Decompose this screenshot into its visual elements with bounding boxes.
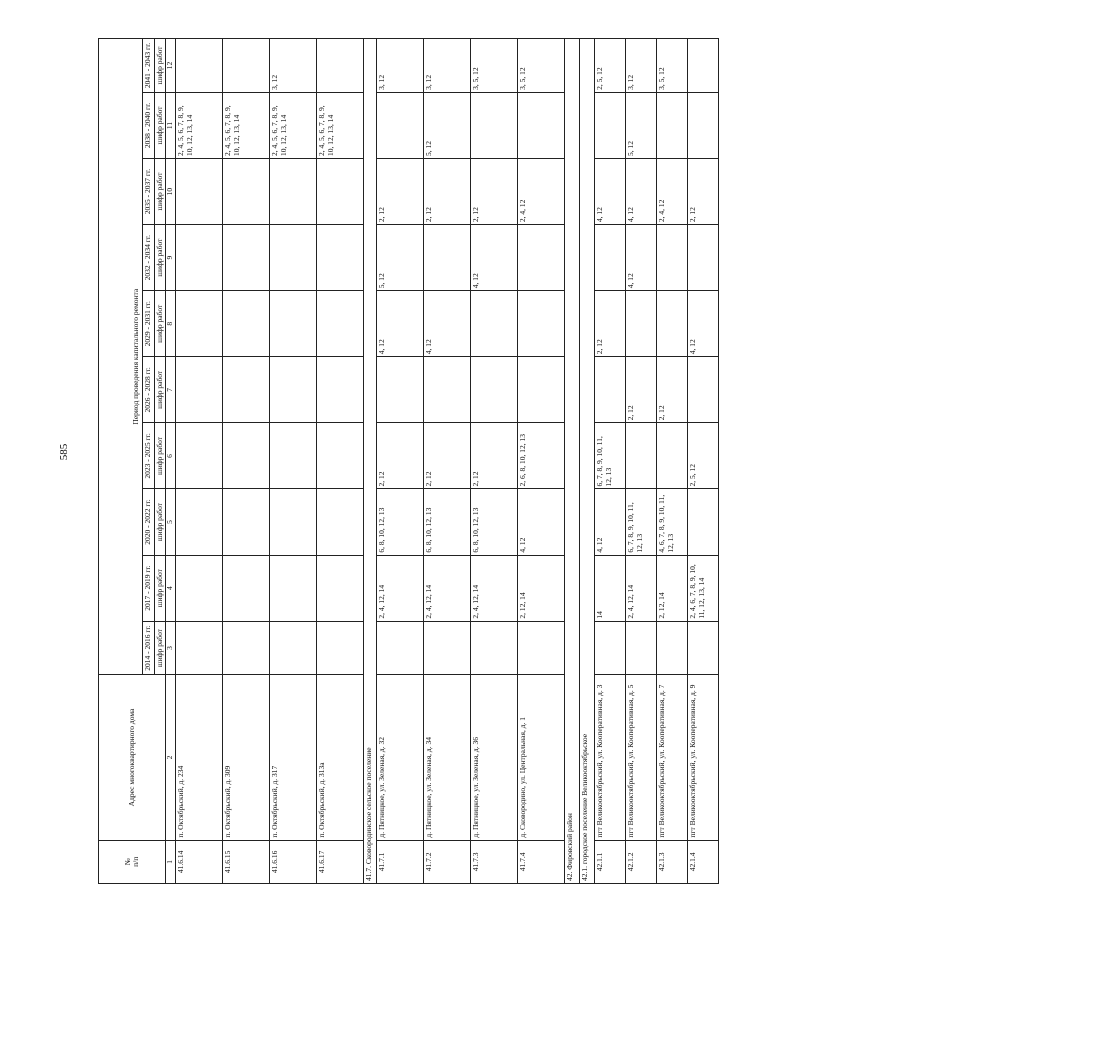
work-code-cell: 3, 12	[626, 39, 657, 93]
work-code-cell: 6, 7, 8, 9, 10, 11, 12, 13	[595, 423, 626, 489]
work-code-cell	[176, 423, 223, 489]
column-number: 6	[166, 423, 176, 489]
work-code-cell	[657, 92, 688, 158]
work-code-cell: 2, 12	[377, 423, 424, 489]
work-code-cell: 2, 4, 6, 7, 8, 9, 10, 11, 12, 13, 14	[688, 555, 719, 621]
column-number: 11	[166, 92, 176, 158]
work-code-header: шифр работ	[154, 423, 166, 489]
header-address: Адрес многоквартирного дома	[99, 675, 166, 840]
capital-repair-schedule-table	[98, 38, 719, 884]
column-number: 8	[166, 291, 176, 357]
work-code-cell: 2, 12	[657, 357, 688, 423]
period-header: 2023 - 2025 гг.	[143, 423, 155, 489]
work-code-cell	[471, 291, 518, 357]
work-code-cell: 4, 12	[595, 489, 626, 555]
column-number: 9	[166, 225, 176, 291]
work-code-cell: 3, 12	[270, 39, 317, 93]
table-row	[223, 39, 270, 884]
work-code-cell	[223, 159, 270, 225]
table-row	[176, 39, 223, 884]
work-code-cell: 2, 6, 8, 10, 12, 13	[518, 423, 565, 489]
row-address: п. Октябрьский, д. 317	[270, 675, 317, 840]
column-number: 1	[166, 840, 176, 883]
work-code-cell	[377, 357, 424, 423]
table-row	[317, 39, 364, 884]
work-code-cell: 6, 8, 10, 12, 13	[471, 489, 518, 555]
work-code-cell	[317, 159, 364, 225]
period-header: 2026 - 2028 гг.	[143, 357, 155, 423]
work-code-cell	[688, 92, 719, 158]
work-code-cell	[424, 225, 471, 291]
row-number: 42.1.2	[626, 840, 657, 883]
row-address: пгт Великооктябрьский, ул. Кооперативная, д. 3	[595, 675, 626, 840]
work-code-cell	[317, 555, 364, 621]
table-row	[518, 39, 565, 884]
work-code-cell	[223, 291, 270, 357]
work-code-cell: 3, 12	[377, 39, 424, 93]
work-code-cell	[176, 555, 223, 621]
work-code-cell	[657, 621, 688, 675]
work-code-header: шифр работ	[154, 357, 166, 423]
section-row	[580, 39, 595, 884]
row-number: 41.7.2	[424, 840, 471, 883]
section-title: 42.1. городское поселение Великооктябрьское	[580, 39, 595, 884]
work-code-cell	[518, 357, 565, 423]
work-code-cell	[626, 621, 657, 675]
row-address: д. Пятницкое, ул. Зеленая, д. 32	[377, 675, 424, 840]
work-code-cell: 2, 12	[377, 159, 424, 225]
work-code-cell	[518, 291, 565, 357]
work-code-cell	[595, 621, 626, 675]
row-number: 41.7.4	[518, 840, 565, 883]
work-code-cell: 4, 12	[626, 225, 657, 291]
work-code-cell	[688, 357, 719, 423]
work-code-cell	[595, 92, 626, 158]
work-code-cell	[223, 489, 270, 555]
work-code-cell: 2, 12, 14	[657, 555, 688, 621]
row-number: 41.6.17	[317, 840, 364, 883]
work-code-cell: 2, 4, 12	[518, 159, 565, 225]
work-code-header: шифр работ	[154, 39, 166, 93]
work-code-cell	[688, 39, 719, 93]
work-code-cell	[424, 357, 471, 423]
work-code-cell	[595, 225, 626, 291]
row-address: п. Октябрьский, д. 309	[223, 675, 270, 840]
work-code-cell: 4, 12	[471, 225, 518, 291]
row-number: 41.6.15	[223, 840, 270, 883]
column-number: 7	[166, 357, 176, 423]
work-code-cell: 4, 12	[595, 159, 626, 225]
work-code-cell: 6, 7, 8, 9, 10, 11, 12, 13	[626, 489, 657, 555]
work-code-cell	[471, 357, 518, 423]
work-code-cell	[270, 357, 317, 423]
row-address: п. Октябрьский, д. 234	[176, 675, 223, 840]
work-code-cell: 2, 5, 12	[688, 423, 719, 489]
work-code-cell: 14	[595, 555, 626, 621]
table-body	[176, 39, 719, 884]
table-row	[270, 39, 317, 884]
period-header: 2032 - 2034 гг.	[143, 225, 155, 291]
table-row	[471, 39, 518, 884]
table-row	[626, 39, 657, 884]
work-code-cell: 2, 4, 12, 14	[626, 555, 657, 621]
period-header: 2035 - 2037 гг.	[143, 159, 155, 225]
work-code-cell	[317, 621, 364, 675]
work-code-cell: 2, 12	[595, 291, 626, 357]
work-code-cell	[518, 621, 565, 675]
work-code-cell: 3, 5, 12	[471, 39, 518, 93]
work-code-cell	[688, 489, 719, 555]
work-code-cell	[223, 621, 270, 675]
work-code-cell	[270, 291, 317, 357]
work-code-cell	[176, 357, 223, 423]
work-code-cell: 6, 8, 10, 12, 13	[377, 489, 424, 555]
work-code-header: шифр работ	[154, 92, 166, 158]
column-number: 3	[166, 621, 176, 675]
work-code-cell	[518, 225, 565, 291]
work-code-cell	[270, 159, 317, 225]
table-row	[657, 39, 688, 884]
work-code-cell: 2, 12	[626, 357, 657, 423]
period-header: 2029 - 2031 гг.	[143, 291, 155, 357]
work-code-cell	[317, 39, 364, 93]
work-code-cell	[176, 489, 223, 555]
work-code-cell	[518, 92, 565, 158]
row-address: д. Пятницкое, ул. Зеленая, д. 36	[471, 675, 518, 840]
column-number: 5	[166, 489, 176, 555]
work-code-cell	[176, 621, 223, 675]
work-code-header: шифр работ	[154, 489, 166, 555]
row-number: 42.1.3	[657, 840, 688, 883]
work-code-header: шифр работ	[154, 555, 166, 621]
row-address: д. Сковородино, ул. Центральная, д. 1	[518, 675, 565, 840]
work-code-cell	[377, 621, 424, 675]
work-code-cell: 5, 12	[377, 225, 424, 291]
work-code-header: шифр работ	[154, 159, 166, 225]
work-code-cell: 3, 12	[424, 39, 471, 93]
work-code-header: шифр работ	[154, 621, 166, 675]
row-number: 41.7.3	[471, 840, 518, 883]
work-code-cell: 4, 12	[518, 489, 565, 555]
work-code-cell	[317, 489, 364, 555]
work-code-cell	[471, 92, 518, 158]
work-code-cell	[270, 423, 317, 489]
work-code-header: шифр работ	[154, 291, 166, 357]
period-header: 2020 - 2022 гг.	[143, 489, 155, 555]
work-code-cell: 2, 12	[471, 423, 518, 489]
work-code-cell	[377, 92, 424, 158]
rotated-table-container	[98, 38, 706, 884]
row-address: пгт Великооктябрьский, ул. Кооперативная, д. 5	[626, 675, 657, 840]
work-code-cell	[270, 225, 317, 291]
work-code-cell: 2, 4, 12, 14	[377, 555, 424, 621]
work-code-cell	[176, 291, 223, 357]
work-code-cell	[317, 423, 364, 489]
work-code-cell	[176, 225, 223, 291]
work-code-cell: 2, 4, 5, 6, 7, 8, 9, 10, 12, 13, 14	[176, 92, 223, 158]
work-code-cell	[424, 621, 471, 675]
work-code-cell: 2, 4, 5, 6, 7, 8, 9, 10, 12, 13, 14	[223, 92, 270, 158]
column-number-row	[166, 39, 176, 884]
work-code-cell	[223, 39, 270, 93]
page-number: 585	[58, 443, 70, 461]
work-code-cell: 2, 12	[471, 159, 518, 225]
work-code-cell	[657, 291, 688, 357]
work-code-cell: 2, 12	[424, 159, 471, 225]
work-code-header: шифр работ	[154, 225, 166, 291]
work-code-cell: 5, 12	[424, 92, 471, 158]
section-row	[565, 39, 580, 884]
table-row	[595, 39, 626, 884]
row-address: п. Октябрьский, д. 313а	[317, 675, 364, 840]
work-code-cell	[317, 291, 364, 357]
table-row	[688, 39, 719, 884]
work-code-cell	[688, 225, 719, 291]
work-code-cell: 2, 5, 12	[595, 39, 626, 93]
work-code-cell	[223, 357, 270, 423]
work-code-cell: 2, 4, 12, 14	[471, 555, 518, 621]
header-period: Период проведения капитального ремонта	[99, 39, 143, 675]
row-address: д. Пятницкое, ул. Зеленая, д. 34	[424, 675, 471, 840]
period-header: 2041 - 2043 гг.	[143, 39, 155, 93]
row-address: пгт Великооктябрьский, ул. Кооперативная, д. 7	[657, 675, 688, 840]
work-code-cell: 4, 6, 7, 8, 9, 10, 11, 12, 13	[657, 489, 688, 555]
work-code-cell	[626, 423, 657, 489]
work-code-cell: 5, 12	[626, 92, 657, 158]
work-code-cell: 4, 12	[424, 291, 471, 357]
work-code-cell	[626, 291, 657, 357]
work-code-cell: 2, 4, 12	[657, 159, 688, 225]
work-code-cell	[657, 225, 688, 291]
work-code-cell: 4, 12	[688, 291, 719, 357]
row-number: 42.1.4	[688, 840, 719, 883]
work-code-cell: 4, 12	[377, 291, 424, 357]
period-header: 2038 - 2040 гг.	[143, 92, 155, 158]
table-row	[424, 39, 471, 884]
work-code-cell	[688, 621, 719, 675]
work-code-cell	[223, 423, 270, 489]
row-number: 42.1.1	[595, 840, 626, 883]
work-code-cell	[270, 555, 317, 621]
work-code-cell: 2, 12, 14	[518, 555, 565, 621]
work-code-cell: 3, 5, 12	[657, 39, 688, 93]
work-code-cell	[176, 39, 223, 93]
section-row	[364, 39, 377, 884]
column-number: 4	[166, 555, 176, 621]
work-code-cell: 2, 12	[688, 159, 719, 225]
header-no: № п/п	[99, 840, 166, 883]
work-code-cell: 6, 8, 10, 12, 13	[424, 489, 471, 555]
work-code-cell	[657, 423, 688, 489]
work-code-cell	[317, 357, 364, 423]
period-header: 2014 - 2016 гг.	[143, 621, 155, 675]
work-code-cell	[176, 159, 223, 225]
column-number: 10	[166, 159, 176, 225]
work-code-cell: 3, 5, 12	[518, 39, 565, 93]
work-code-cell: 2, 12	[424, 423, 471, 489]
row-address: пгт Великооктябрьский, ул. Кооперативная, д. 9	[688, 675, 719, 840]
work-code-cell: 4, 12	[626, 159, 657, 225]
table-wrapper	[98, 38, 1098, 1038]
table-row	[377, 39, 424, 884]
work-code-cell	[595, 357, 626, 423]
work-code-cell: 2, 4, 12, 14	[424, 555, 471, 621]
row-number: 41.6.14	[176, 840, 223, 883]
work-code-cell	[270, 621, 317, 675]
work-code-cell: 2, 4, 5, 6, 7, 8, 9, 10, 12, 13, 14	[270, 92, 317, 158]
work-code-cell	[270, 489, 317, 555]
period-header: 2017 - 2019 гг.	[143, 555, 155, 621]
section-title: 41.7. Сковородинское сельское поселение	[364, 39, 377, 884]
work-code-cell	[223, 555, 270, 621]
column-number: 12	[166, 39, 176, 93]
section-title: 42. Фировский район	[565, 39, 580, 884]
work-code-cell	[471, 621, 518, 675]
work-code-cell	[223, 225, 270, 291]
row-number: 41.7.1	[377, 840, 424, 883]
column-number: 2	[166, 675, 176, 840]
work-code-cell: 2, 4, 5, 6, 7, 8, 9, 10, 12, 13, 14	[317, 92, 364, 158]
row-number: 41.6.16	[270, 840, 317, 883]
work-code-cell	[317, 225, 364, 291]
